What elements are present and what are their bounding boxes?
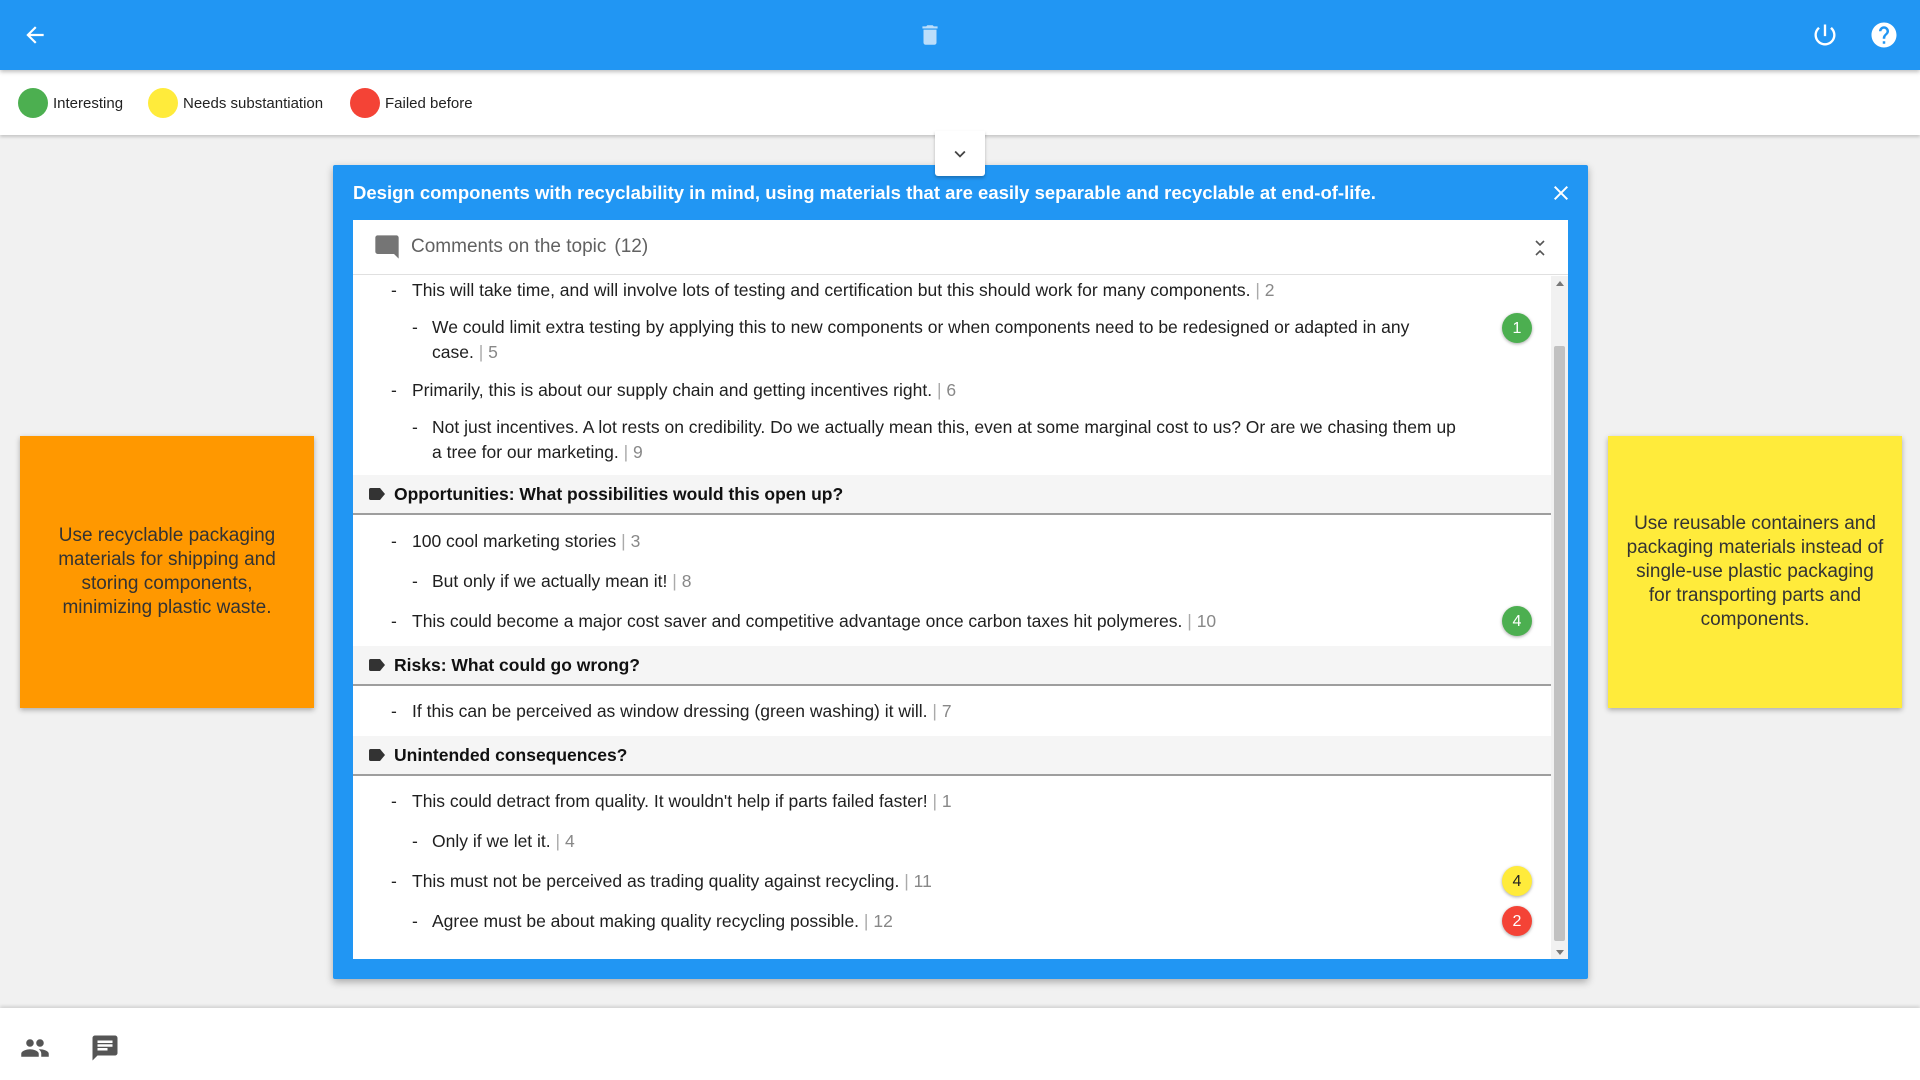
label-tag-icon: [369, 659, 385, 671]
comment-text: This will take time, and will involve lots of testing and certification but this should work for many components.: [412, 280, 1251, 300]
yellow-dot-icon: [148, 88, 178, 118]
dialog-title: Design components with recyclability in mind, using materials that are easily separable and recyclable at end-of-life.: [353, 182, 1376, 203]
vote-badge-green[interactable]: 4: [1502, 606, 1532, 636]
delete-button[interactable]: [910, 15, 950, 55]
comment-number: 9: [633, 442, 643, 462]
comment-number: 2: [1264, 280, 1275, 300]
comment-number: 4: [564, 831, 575, 851]
legend-interesting[interactable]: [18, 88, 123, 118]
comment-text: This could become a major cost saver and competitive advantage once carbon taxes hit polymeres.: [412, 611, 1183, 631]
legend-label: Interesting: [53, 94, 124, 112]
section-header-unintended[interactable]: [353, 736, 1551, 776]
section-label: Risks: What could go wrong?: [394, 654, 640, 675]
comment-text: This must not be perceived as trading quality against recycling.: [412, 871, 900, 891]
help-icon: [1869, 20, 1899, 50]
note-text: Use reusable containers and packaging materials instead of single-use plastic packaging for transporting parts and components.: [1626, 513, 1884, 630]
legend-failed-before[interactable]: [350, 88, 473, 118]
chat-bubble-icon: [373, 233, 401, 261]
comments-count: (12): [614, 236, 649, 257]
comment-text-cont: a tree for our marketing.: [432, 442, 619, 462]
comments-header[interactable]: [353, 220, 1568, 275]
section-label: Opportunities: What possibilities would this open up?: [394, 483, 844, 504]
people-icon: [20, 1033, 50, 1063]
sticky-note-left[interactable]: [20, 436, 314, 708]
sticky-note-right[interactable]: [1608, 436, 1902, 708]
comment-number: 6: [946, 380, 957, 400]
section-header-risks[interactable]: [353, 646, 1551, 686]
scroll-thumb[interactable]: [1554, 346, 1565, 941]
close-button[interactable]: [1546, 178, 1576, 208]
section-label: Unintended consequences?: [394, 744, 628, 765]
legend-label: Failed before: [385, 94, 473, 112]
comment-number: 8: [681, 571, 692, 591]
label-tag-icon: [369, 488, 385, 500]
vote-badge-red[interactable]: 2: [1502, 906, 1532, 936]
vote-badge-green[interactable]: 1: [1502, 313, 1532, 343]
comment-number: 12: [873, 911, 893, 931]
note-text: Use recyclable packaging materials for shipping and storing components, minimizing plastic waste.: [58, 525, 276, 618]
chat-button[interactable]: [87, 1030, 123, 1066]
collapse-icon: [1532, 239, 1548, 257]
chevron-down-icon: [949, 143, 971, 165]
comment-number: 3: [630, 531, 641, 551]
message-icon: [90, 1033, 120, 1063]
help-button[interactable]: [1864, 15, 1904, 55]
comment-text: Only if we let it.: [432, 831, 551, 851]
legend-bar: [0, 70, 1920, 135]
comment-text: If this can be perceived as window dressing (green washing) it will.: [412, 701, 928, 721]
vote-badge-yellow[interactable]: 4: [1502, 866, 1532, 896]
comment-number: 1: [941, 791, 952, 811]
topic-dialog: [333, 165, 1588, 979]
comment-text: Not just incentives. A lot rests on credibility. Do we actually mean this, even at some marginal cost to us? Or are we chasing them up: [432, 417, 1456, 437]
comment-text-cont: case.: [432, 342, 474, 362]
back-button[interactable]: [15, 15, 55, 55]
participants-button[interactable]: [17, 1030, 53, 1066]
red-dot-icon: [350, 88, 380, 118]
scrollbar[interactable]: [1551, 276, 1568, 959]
app-bar: [0, 0, 1920, 70]
comments-label: Comments on the topic: [411, 236, 607, 257]
scroll-up-arrow-icon[interactable]: [1551, 276, 1568, 290]
comment-number: 7: [941, 701, 952, 721]
comment-number: 11: [913, 871, 932, 891]
legend-label: Needs substantiation: [183, 94, 324, 112]
comment-text: This could detract from quality. It wouldn't help if parts failed faster!: [412, 791, 928, 811]
label-tag-icon: [369, 749, 385, 761]
power-icon: [1811, 21, 1839, 49]
green-dot-icon: [18, 88, 48, 118]
comment-item[interactable]: - Not just incentives. A lot rests on credibility. Do we actually mean this, even at some marginal cost to us? Or are we chasing them up a tree for our marketing. | 9: [412, 417, 1456, 462]
trash-icon: [917, 22, 943, 48]
comment-text: Agree must be about making quality recycling possible.: [432, 911, 860, 931]
bottom-bar: [0, 1008, 1920, 1080]
comment-number: 10: [1196, 611, 1217, 631]
collapse-button[interactable]: [1530, 238, 1550, 258]
expand-toggle[interactable]: [935, 131, 985, 176]
comment-text: 100 cool marketing stories: [412, 531, 617, 551]
comment-text: We could limit extra testing by applying this to new components or when components need to be redesigned or adapted in any: [432, 317, 1410, 337]
close-icon: [1549, 181, 1573, 205]
comments-panel: [353, 220, 1568, 959]
comments-list: - This will take time, and will involve lots of testing and certification but this should work for many components. | 2 - We could limit extra testing by applying this to new components or when components need to be redesigned or adapted in any case. | 5 1 - Primarily, this is about our supply chain and getting incentives right. | 6 - Not just incentives. A lot rests on credibility. Do we actually mean this, even at some marginal cost to us? Or are we chasing them up a tree for our marketing. | 9 Opportunities: What possibilities would this open up? - 100 cool marketing stories | 3 - But only if we actually mean it! | 8 - This could become a major cost saver and competitive advantage once carbon taxes hit polymeres. | 10 4 Risks: What could go wrong? - If this can be perceived as window dressing (green washing) it will. | 7 Unintended consequences? - This could detract from quality. It wouldn't help if parts failed faster! | 1 - Only if we let it. | 4 - This must not be perceived as trading quality against recycling. | 11 4 - Agree must be about making quality recycling possible. | 12 2: [353, 276, 1551, 959]
comment-text: But only if we actually mean it!: [432, 571, 668, 591]
legend-needs-substantiation[interactable]: [148, 88, 323, 118]
back-arrow-icon: [22, 22, 48, 48]
comment-number: 5: [488, 342, 498, 362]
comment-item[interactable]: - We could limit extra testing by applying this to new components or when components need to be redesigned or adapted in any case. | 5 1: [353, 315, 1551, 365]
section-header-opportunities[interactable]: [353, 475, 1551, 515]
comment-text: Primarily, this is about our supply chain and getting incentives right.: [412, 380, 933, 400]
scroll-down-arrow-icon[interactable]: [1551, 945, 1568, 959]
logout-button[interactable]: [1805, 15, 1845, 55]
